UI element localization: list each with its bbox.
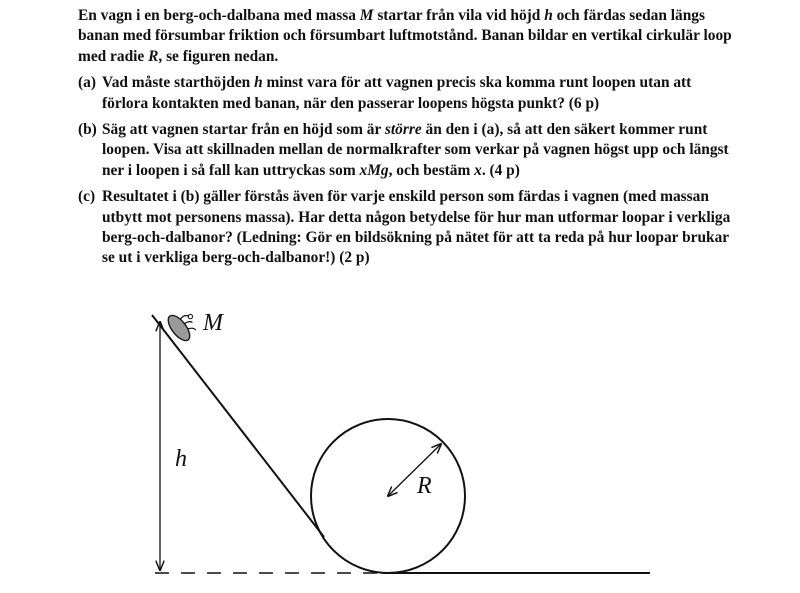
part-c-text: Resultatet i (b) gäller förstås även för varje enskild person som färdas i vagnen (med massan utbytt mot personens massa). Har detta någon betydelse för hur man utformar loopar i verkliga berg-och-dalbanor? (Ledning: Gör en bildsökning på nätet för att ta reda på hur loopar brukar se ut i verkliga berg-och-dalbanor!) (2 p) xyxy=(102,188,731,267)
mass-label: M xyxy=(203,310,223,336)
part-a-label: (a) xyxy=(78,74,96,92)
intro-height-symbol: h xyxy=(544,7,553,24)
part-b-label: (b) xyxy=(78,121,97,139)
intro-radius-symbol: R xyxy=(148,47,159,65)
part-b-text-3: , och bestäm xyxy=(388,161,475,179)
height-label: h xyxy=(175,446,187,472)
intro-text-2: startar från vila vid höjd xyxy=(373,7,545,24)
ramp-track xyxy=(152,315,324,537)
part-a-height-symbol: h xyxy=(254,74,263,92)
radius-label: R xyxy=(417,473,432,499)
intro-text-1: En vagn i en berg-och-dalbana med massa xyxy=(78,7,360,24)
intro-text-4: , se figuren nedan. xyxy=(158,47,279,65)
radius-arrow xyxy=(388,444,441,496)
intro-text-3: och färdas sedan längs banan med försumbar friktion och försumbart luftmotstånd. Banan bildar en vertikal cirkulär loop med radie xyxy=(78,7,732,65)
part-b-text-4: . (4 p) xyxy=(481,161,520,179)
part-b-emphasis: större xyxy=(384,121,422,139)
part-a-text-1: Vad måste starthöjden xyxy=(102,74,255,92)
part-b-text-2: än den i (a), så att den säkert kommer runt loopen. Visa att skillnaden mellan de normalkrafter som verkar på vagnen högst upp och längst ner i loopen i så fall kan uttryckas som xyxy=(102,121,729,179)
part-b-text-1: Säg att vagnen startar från en höjd som är xyxy=(102,121,385,139)
part-c-label: (c) xyxy=(78,188,96,206)
part-a-text-2: minst vara för att vagnen precis ska komma runt loopen utan att förlora kontakten med banan, när den passerar loopens högsta punkt? (6 p) xyxy=(102,74,692,112)
intro-mass-symbol: M xyxy=(359,7,374,24)
part-b-x-symbol: x xyxy=(474,161,482,179)
part-b-expression: xMg xyxy=(359,161,389,179)
